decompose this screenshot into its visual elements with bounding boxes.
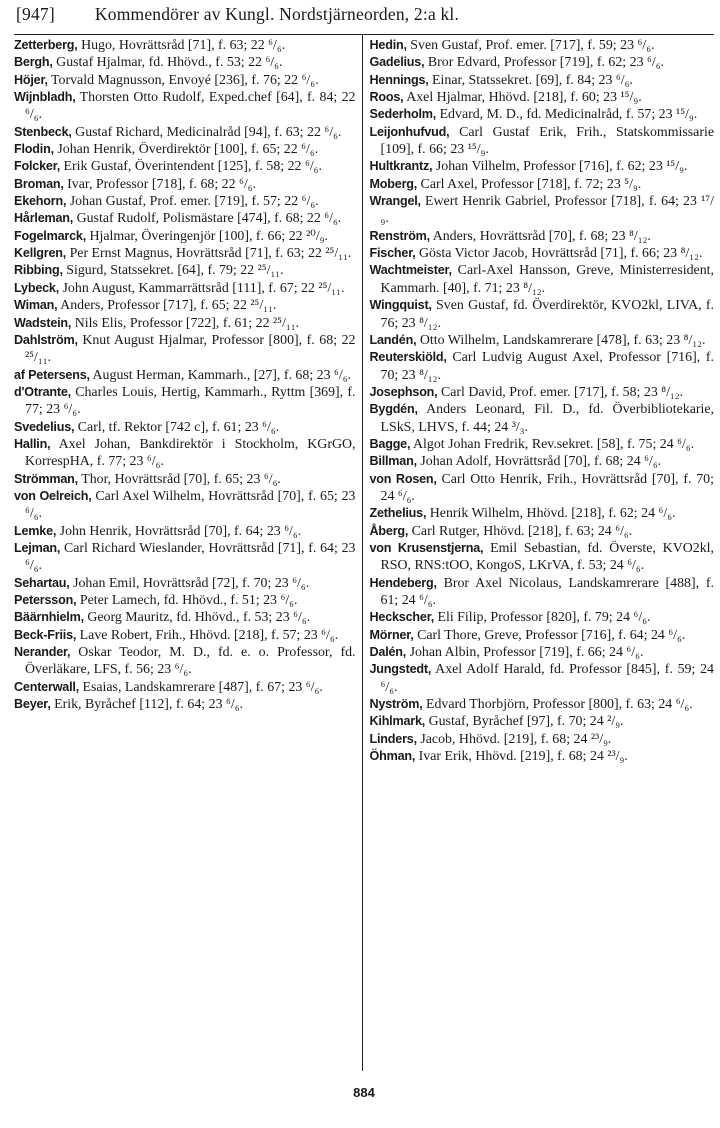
entry-details: Thorsten Otto Rudolf, Exped.chef [64], f. 84; 22 ⁶/₆.: [25, 90, 356, 123]
entry-details: Anders Leonard, Fil. D., fd. Överbibliotekarie, LSkS, LHVS, f. 44; 24 ³/₃.: [380, 402, 714, 435]
entry-surname: Strömman,: [14, 471, 78, 486]
roster-entry: [370, 696, 715, 713]
roster-entry: [370, 748, 715, 765]
entry-details: August Herman, Kammarh., [27], f. 68; 23 ⁶/₆.: [89, 367, 352, 383]
entry-surname: Bagge,: [369, 436, 411, 451]
roster-entry: [14, 315, 356, 332]
entry-surname: Reuterskiöld,: [369, 350, 447, 365]
roster-entry: [14, 384, 356, 419]
entry-details: Hugo, Hovrättsråd [71], f. 63; 22 ⁶/₆.: [77, 38, 286, 53]
entry-details: Carl Axel, Professor [718], f. 72; 23 ⁵/₉.: [417, 176, 642, 192]
entry-details: Anders, Hovrättsråd [70], f. 68; 23 ⁸/₁₂.: [429, 228, 651, 244]
entry-details: Algot Johan Fredrik, Rev.sekret. [58], f. 75; 24 ⁶/₆.: [410, 436, 695, 452]
entry-surname: Bäärnhielm,: [14, 610, 84, 625]
entry-surname: d'Otrante,: [14, 384, 71, 399]
entry-details: Johan Vilhelm, Professor [716], f. 62; 23 ¹⁵/₉.: [432, 159, 688, 175]
roster-entry: [370, 245, 715, 262]
entry-details: Axel Hjalmar, Hhövd. [218], f. 60; 23 ¹⁵/₉.: [403, 90, 642, 106]
entry-surname: Jungstedt,: [369, 662, 432, 677]
roster-entry: [370, 106, 715, 123]
roster-entry: [14, 609, 356, 626]
roster-entry: [370, 262, 715, 297]
right-column: [363, 35, 715, 1071]
roster-entry: [370, 471, 715, 506]
entry-surname: Wadstein,: [14, 315, 72, 330]
entry-surname: Hendeberg,: [369, 575, 437, 590]
roster-entry: [370, 401, 715, 436]
roster-entry: [14, 124, 356, 141]
roster-entry: [14, 297, 356, 314]
entry-surname: Zethelius,: [369, 506, 427, 521]
entry-details: Peter Lamech, fd. Hhövd., f. 51; 23 ⁶/₆.: [76, 593, 298, 608]
roster-entry: [370, 37, 715, 54]
two-column-body: [14, 35, 714, 1071]
entry-details: Gustaf Rudolf, Polismästare [474], f. 68; 22 ⁶/₆.: [73, 211, 342, 227]
entry-surname: Petersson,: [14, 593, 77, 607]
entry-surname: Heckscher,: [369, 610, 435, 625]
entry-details: Carl Richard Wieslander, Hovrättsråd [71], f. 64; 23 ⁶/₆.: [25, 540, 356, 574]
page-title: Kommendörer av Kungl. Nordstjärneorden, 2:a kl.: [94, 4, 460, 24]
entry-surname: af Petersens,: [14, 367, 90, 382]
entry-surname: Åberg,: [369, 523, 409, 538]
roster-entry: [370, 384, 715, 401]
roster-entry: [14, 419, 356, 436]
roster-entry: [14, 644, 356, 679]
entry-surname: Wachtmeister,: [369, 263, 452, 278]
entry-surname: Renström,: [369, 228, 430, 243]
entry-surname: Landén,: [369, 332, 417, 347]
roster-entry: [14, 176, 356, 193]
entry-details: Carl Axel Wilhelm, Hovrättsråd [70], f. 65; 23 ⁶/₆.: [25, 488, 356, 522]
roster-entry: [370, 158, 715, 175]
entry-details: Gustaf Hjalmar, fd. Hhövd., f. 53; 22 ⁶/₆.: [52, 55, 283, 71]
entry-surname: Fischer,: [369, 246, 416, 261]
entry-details: Otto Wilhelm, Landskamrerare [478], f. 63; 23 ⁸/₁₂.: [416, 332, 706, 348]
roster-entry: [370, 72, 715, 89]
entry-details: Axel Johan, Bankdirektör i Stockholm, KGrGO, KorrespHA, f. 77; 23 ⁶/₆.: [25, 436, 356, 470]
entry-surname: Dalén,: [369, 645, 407, 660]
entry-details: Sven Gustaf, fd. Överdirektör, KVO2kl, LIVA, f. 76; 23 ⁸/₁₂.: [380, 298, 714, 331]
entry-surname: Hedin,: [369, 38, 407, 52]
entry-details: Eli Filip, Professor [820], f. 79; 24 ⁶/₆.: [434, 610, 651, 626]
entry-surname: von Rosen,: [369, 471, 437, 486]
entry-surname: Stenbeck,: [14, 124, 72, 139]
roster-entry: [14, 679, 356, 696]
roster-entry: [14, 436, 356, 471]
entry-surname: Öhman,: [369, 749, 416, 764]
entry-details: Esaias, Landskamrerare [487], f. 67; 23 ⁶/₆.: [79, 679, 323, 695]
entry-details: Charles Louis, Hertig, Kammarh., Ryttm [369], f. 77; 23 ⁶/₆.: [25, 384, 356, 418]
entry-details: Johan Henrik, Överdirektör [100], f. 65; 22 ⁶/₆.: [53, 142, 319, 158]
entry-surname: von Oelreich,: [14, 488, 92, 503]
entry-surname: Wingquist,: [369, 298, 432, 313]
roster-entry: [370, 297, 715, 332]
entry-surname: Gadelius,: [369, 55, 425, 70]
entry-details: John Henrik, Hovrättsråd [70], f. 64; 23 ⁶/₆.: [56, 523, 302, 539]
roster-entry: [370, 176, 715, 193]
entry-details: Knut August Hjalmar, Professor [800], f. 68; 22 ²⁵/₁₁.: [25, 332, 356, 366]
entry-surname: Ekehorn,: [14, 194, 67, 209]
entry-details: Carl Rutger, Hhövd. [218], f. 63; 24 ⁶/₆.: [408, 523, 633, 539]
entry-details: Carl Thore, Greve, Professor [716], f. 64; 24 ⁶/₆.: [413, 627, 686, 643]
roster-entry: [14, 575, 356, 592]
entry-surname: Flodin,: [14, 142, 54, 157]
roster-entry: [370, 505, 715, 522]
roster-entry: [370, 349, 715, 384]
roster-entry: [14, 262, 356, 279]
roster-entry: [370, 228, 715, 245]
roster-entry: [370, 124, 715, 159]
roster-entry: [370, 332, 715, 349]
entry-details: Sigurd, Statssekret. [64], f. 79; 22 ²⁵/₁₁.: [62, 263, 284, 279]
entry-surname: Nerander,: [14, 645, 71, 660]
entry-surname: Beck-Friis,: [14, 627, 77, 642]
roster-entry: [14, 367, 356, 384]
roster-entry: [370, 54, 715, 71]
roster-entry: [370, 661, 715, 696]
roster-entry: [370, 609, 715, 626]
entry-details: Carl David, Prof. emer. [717], f. 58; 23 ⁸/₁₂.: [437, 384, 684, 400]
roster-entry: [370, 436, 715, 453]
entry-surname: Linders,: [369, 731, 417, 746]
entry-surname: Zetterberg,: [14, 38, 78, 52]
roster-entry: [370, 731, 715, 748]
entry-details: Lave Robert, Frih., Hhövd. [218], f. 57; 23 ⁶/₆.: [76, 627, 339, 643]
entry-details: Gösta Victor Jacob, Hovrättsråd [71], f. 66; 23 ⁸/₁₂.: [415, 246, 703, 262]
entry-details: Erik Gustaf, Överintendent [125], f. 58; 22 ⁶/₆.: [60, 159, 322, 175]
entry-surname: Roos,: [369, 90, 404, 105]
entry-details: Jacob, Hhövd. [219], f. 68; 24 ²³/₉.: [416, 731, 612, 747]
entry-details: Johan Emil, Hovrättsråd [72], f. 70; 23 ⁶/₆.: [69, 575, 310, 591]
entry-details: Nils Elis, Professor [722], f. 61; 22 ²⁵/₁₁.: [71, 315, 300, 331]
entry-surname: Svedelius,: [14, 419, 75, 434]
roster-entry: [370, 523, 715, 540]
entry-details: Anders, Professor [717], f. 65; 22 ²⁵/₁₁.: [57, 298, 277, 314]
roster-entry: [14, 280, 356, 297]
entry-surname: Broman,: [14, 176, 64, 191]
entry-details: Carl-Axel Hansson, Greve, Ministerresident, Kammarh. [40], f. 71; 23 ⁸/₁₂.: [380, 263, 714, 296]
roster-entry: [14, 158, 356, 175]
entry-surname: Mörner,: [369, 627, 414, 642]
roster-entry: [370, 575, 715, 610]
roster-entry: [14, 89, 356, 124]
entry-details: Edvard Thorbjörn, Professor [800], f. 63; 24 ⁶/₆.: [422, 697, 693, 713]
entry-surname: Kihlmark,: [369, 714, 426, 729]
entry-details: Thor, Hovrättsråd [70], f. 65; 23 ⁶/₆.: [77, 471, 281, 487]
entry-details: Carl Ludvig August Axel, Professor [716], f. 70; 23 ⁸/₁₂.: [380, 350, 714, 383]
entry-details: Bror Axel Nicolaus, Landskamrerare [488], f. 61; 24 ⁶/₆.: [380, 575, 714, 608]
entry-details: Johan Adolf, Hovrättsråd [70], f. 68; 24 ⁶/₆.: [416, 454, 662, 470]
roster-entry: [14, 54, 356, 71]
entry-surname: von Krusenstjerna,: [369, 540, 484, 555]
entry-surname: Sederholm,: [369, 107, 437, 122]
roster-entry: [14, 228, 356, 245]
roster-entry: [14, 523, 356, 540]
entry-surname: Folcker,: [14, 159, 61, 174]
roster-entry: [370, 713, 715, 730]
entry-surname: Bygdén,: [369, 402, 418, 417]
entry-surname: Lybeck,: [14, 280, 60, 295]
roster-entry: [370, 453, 715, 470]
entry-surname: Fogelmarck,: [14, 228, 86, 243]
roster-entry: [14, 471, 356, 488]
entry-surname: Nyström,: [369, 697, 423, 712]
entry-surname: Lejman,: [14, 540, 61, 555]
entry-surname: Centerwall,: [14, 679, 79, 694]
entry-details: John August, Kammarrättsråd [111], f. 67; 22 ²⁵/₁₁.: [59, 280, 345, 296]
roster-entry: [14, 37, 356, 54]
roster-entry: [14, 245, 356, 262]
entry-details: Carl, tf. Rektor [742 c], f. 61; 23 ⁶/₆.: [74, 419, 280, 435]
entry-surname: Ribbing,: [14, 263, 63, 278]
entry-details: Carl Otto Henrik, Frih., Hovrättsråd [70], f. 70; 24 ⁶/₆.: [380, 471, 714, 504]
roster-entry: [14, 332, 356, 367]
left-column: [14, 35, 363, 1071]
entry-details: Emil Sebastian, fd. Överste, KVO2kl, RSO, RNS:tOO, KongoS, LKrVA, f. 53; 24 ⁶/₆.: [380, 540, 714, 574]
entry-details: Ivar, Professor [718], f. 68; 22 ⁶/₆.: [63, 176, 257, 192]
roster-entry: [14, 72, 356, 89]
roster-entry: [370, 644, 715, 661]
roster-entry: [370, 193, 715, 228]
roster-entry: [14, 696, 356, 713]
entry-details: Ewert Henrik Gabriel, Professor [718], f. 64; 23 ¹⁷/₉.: [380, 194, 714, 227]
entry-details: Per Ernst Magnus, Hovrättsråd [71], f. 63; 22 ²⁵/₁₁.: [66, 246, 352, 262]
roster-entry: [14, 592, 356, 609]
entry-surname: Wijnbladh,: [14, 90, 76, 105]
entry-details: Gustaf Richard, Medicinalråd [94], f. 63; 22 ⁶/₆.: [71, 124, 342, 140]
entry-details: Bror Edvard, Professor [719], f. 62; 23 ⁶/₆.: [424, 55, 665, 71]
entry-surname: Wiman,: [14, 298, 58, 313]
entry-details: Ivar Erik, Hhövd. [219], f. 68; 24 ²³/₉.: [415, 749, 628, 765]
page-header: [14, 4, 714, 35]
entry-surname: Kellgren,: [14, 246, 67, 261]
entry-details: Johan Albin, Professor [719], f. 66; 24 ⁶/₆.: [406, 645, 644, 661]
roster-entry: [370, 89, 715, 106]
entry-surname: Höjer,: [14, 72, 48, 87]
entry-surname: Sehartau,: [14, 575, 70, 590]
entry-surname: Leijonhufvud,: [369, 124, 450, 139]
roster-entry: [14, 627, 356, 644]
roster-entry: [14, 210, 356, 227]
entry-surname: Billman,: [369, 454, 417, 469]
page-number: 884: [353, 1085, 375, 1100]
entry-surname: Moberg,: [369, 176, 418, 191]
entry-surname: Lemke,: [14, 523, 57, 538]
roster-entry: [14, 193, 356, 210]
entry-details: Axel Adolf Harald, fd. Professor [845], f. 59; 24 ⁶/₆.: [380, 662, 714, 695]
roster-entry: [370, 627, 715, 644]
entry-surname: Wrangel,: [369, 194, 421, 209]
roster-entry: [14, 488, 356, 523]
entry-surname: Bergh,: [14, 55, 53, 70]
roster-entry: [14, 141, 356, 158]
entry-surname: Hultkrantz,: [369, 159, 433, 174]
entry-details: Hjalmar, Överingenjör [100], f. 66; 22 ²⁰/₉.: [86, 228, 329, 244]
entry-details: Gustaf, Byråchef [97], f. 70; 24 ²/₉.: [425, 714, 624, 730]
entry-surname: Hårleman,: [14, 211, 74, 226]
entry-details: Carl Gustaf Erik, Frih., Statskommissarie [109], f. 66; 23 ¹⁵/₉.: [380, 124, 714, 158]
entry-surname: Beyer,: [14, 697, 51, 712]
entry-details: Erik, Byråchef [112], f. 64; 23 ⁶/₆.: [50, 697, 244, 713]
entry-surname: Dahlström,: [14, 332, 78, 347]
entry-details: Georg Mauritz, fd. Hhövd., f. 53; 23 ⁶/₆.: [83, 610, 311, 626]
roster-entry: [370, 540, 715, 575]
entry-surname: Josephson,: [369, 384, 438, 399]
page-reference: [947]: [16, 4, 55, 24]
entry-details: Oskar Teodor, M. D., fd. e. o. Professor, fd. Överläkare, LFS, f. 56; 23 ⁶/₆.: [25, 645, 356, 678]
entry-details: Henrik Wilhelm, Hhövd. [218], f. 62; 24 ⁶/₆.: [426, 506, 676, 522]
entry-surname: Hallin,: [14, 436, 51, 451]
entry-details: Sven Gustaf, Prof. emer. [717], f. 59; 23 ⁶/₆.: [406, 38, 655, 53]
entry-details: Torvald Magnusson, Envoyé [236], f. 76; 22 ⁶/₆.: [47, 72, 319, 88]
entry-details: Edvard, M. D., fd. Medicinalråd, f. 57; 23 ¹⁵/₉.: [436, 107, 698, 123]
roster-entry: [14, 540, 356, 575]
entry-surname: Hennings,: [369, 72, 429, 87]
entry-details: Johan Gustaf, Prof. emer. [719], f. 57; 22 ⁶/₆.: [66, 194, 319, 210]
entry-details: Einar, Statssekret. [69], f. 84; 23 ⁶/₆.: [428, 72, 633, 88]
